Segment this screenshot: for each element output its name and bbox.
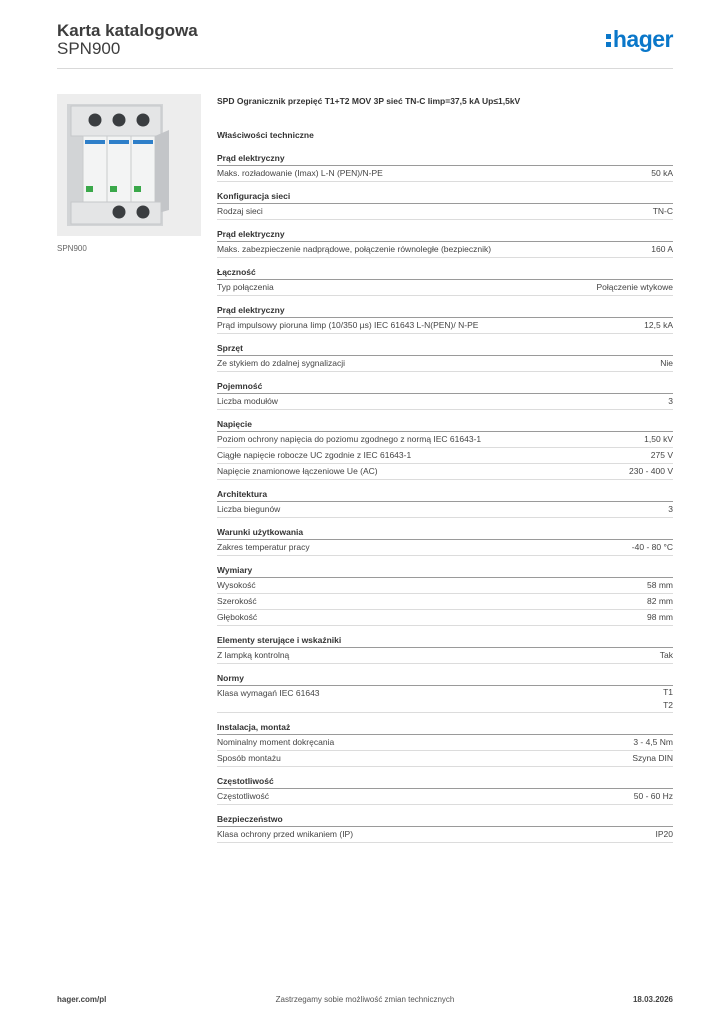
spec-label: Zakres temperatur pracy	[217, 542, 310, 552]
spec-label: Napięcie znamionowe łączeniowe Ue (AC)	[217, 466, 378, 476]
spec-row	[217, 432, 673, 448]
spec-group	[217, 418, 673, 480]
page-footer	[57, 995, 673, 1009]
spec-label: Rodzaj sieci	[217, 206, 263, 216]
spec-row	[217, 394, 673, 410]
spec-value-cell	[644, 432, 673, 447]
spec-row	[217, 789, 673, 805]
spec-label: Wysokość	[217, 580, 256, 590]
spec-label: Głębokość	[217, 612, 258, 622]
spec-group-title: Konfiguracja sieci	[217, 190, 673, 204]
spec-label: Poziom ochrony napięcia do poziomu zgodnego z normą IEC 61643-1	[217, 434, 482, 444]
spec-row	[217, 540, 673, 556]
spec-value-cell	[634, 789, 673, 804]
product-code: SPN900	[57, 39, 121, 58]
spec-value: 1,50 kV	[644, 434, 673, 444]
spec-value: Połączenie wtykowe	[596, 282, 673, 292]
spec-value-cell	[660, 356, 673, 371]
spec-value: 82 mm	[647, 596, 673, 606]
spec-label: Częstotliwość	[217, 791, 269, 801]
footer-website-link[interactable]: hager.com/pl	[57, 995, 107, 1004]
spec-group-title: Prąd elektryczny	[217, 152, 673, 166]
spec-label: Maks. zabezpieczenie nadprądowe, połączenie równoległe (bezpiecznik)	[217, 244, 492, 254]
spec-value: 58 mm	[647, 580, 673, 590]
logo-text: hager	[612, 26, 673, 52]
spec-group	[217, 775, 673, 805]
spec-label: Ze stykiem do zdalnej sygnalizacji	[217, 358, 346, 368]
spec-value: 3	[668, 396, 673, 406]
spec-value: 3	[668, 504, 673, 514]
spec-label: Liczba modułów	[217, 396, 278, 406]
spec-row	[217, 204, 673, 220]
spec-value: 12,5 kA	[644, 320, 673, 330]
spec-label: Maks. rozładowanie (Imax) L-N (PEN)/N-PE	[217, 168, 383, 178]
product-image	[57, 94, 201, 236]
spec-row	[217, 502, 673, 518]
spec-group	[217, 228, 673, 258]
spec-group-title: Wymiary	[217, 564, 673, 578]
spec-label: Sposób montażu	[217, 753, 281, 763]
spec-group-title: Warunki użytkowania	[217, 526, 673, 540]
logo-colon-icon	[606, 30, 611, 48]
spec-value-cell	[651, 448, 673, 463]
spec-group	[217, 813, 673, 843]
spec-label: Z lampką kontrolną	[217, 650, 290, 660]
spec-row	[217, 448, 673, 464]
spec-value-cell	[653, 204, 673, 219]
spec-group	[217, 721, 673, 767]
spec-row	[217, 356, 673, 372]
spec-content	[217, 94, 673, 851]
spec-value-cell	[633, 735, 673, 750]
spec-value-cell	[596, 280, 673, 295]
spec-groups	[217, 152, 673, 843]
spec-group-title: Prąd elektryczny	[217, 228, 673, 242]
spec-group	[217, 342, 673, 372]
spec-group-title: Napięcie	[217, 418, 673, 432]
spec-group	[217, 488, 673, 518]
spec-value: T1	[663, 687, 673, 697]
spec-group-title: Częstotliwość	[217, 775, 673, 789]
spec-group-title: Prąd elektryczny	[217, 304, 673, 318]
spec-label: Klasa wymagań IEC 61643	[217, 688, 320, 698]
spec-value: 230 - 400 V	[629, 466, 673, 476]
spec-value-cell	[651, 242, 673, 257]
spec-group	[217, 304, 673, 334]
spec-value: Nie	[660, 358, 673, 368]
spec-row	[217, 280, 673, 296]
spec-group	[217, 564, 673, 626]
spec-value: 50 kA	[651, 168, 673, 178]
spec-row	[217, 735, 673, 751]
spec-value: 50 - 60 Hz	[633, 791, 673, 801]
spec-group-title: Bezpieczeństwo	[217, 813, 673, 827]
spec-label: Prąd impulsowy pioruna Iimp (10/350 µs) IEC 61643 L-N(PEN)/ N-PE	[217, 320, 479, 330]
spec-row	[217, 827, 673, 843]
spec-value: 275 V	[650, 450, 673, 460]
spec-row	[217, 686, 673, 713]
spec-label: Nominalny moment dokręcania	[217, 737, 335, 747]
spec-value-cell	[644, 318, 673, 333]
spec-value: T2	[663, 700, 673, 710]
spec-group-title: Instalacja, montaż	[217, 721, 673, 735]
spec-group-title: Normy	[217, 672, 673, 686]
spec-value-cell	[632, 751, 673, 766]
spec-value-cell	[651, 166, 673, 181]
spec-row	[217, 594, 673, 610]
spec-row	[217, 751, 673, 767]
spec-value-cell	[629, 464, 673, 479]
spec-value: -40 - 80 °C	[631, 542, 673, 552]
hager-logo[interactable]	[606, 26, 673, 53]
spec-label: Ciągłe napięcie robocze UC zgodnie z IEC 61643-1	[217, 450, 412, 460]
spec-group-title: Pojemność	[217, 380, 673, 394]
spec-group-title: Łączność	[217, 266, 673, 280]
spec-row	[217, 242, 673, 258]
spec-group	[217, 380, 673, 410]
spec-value: IP20	[655, 829, 673, 839]
spec-group-title: Sprzęt	[217, 342, 673, 356]
spec-value: Tak	[659, 650, 673, 660]
spec-row	[217, 166, 673, 182]
image-caption: SPN900	[57, 244, 87, 253]
spec-group	[217, 152, 673, 182]
spec-row	[217, 648, 673, 664]
footer-date: 18.03.2026	[632, 995, 673, 1004]
document-title: Karta katalogowa	[57, 21, 198, 40]
spec-value: 160 A	[651, 244, 673, 254]
spec-value-cell	[668, 502, 673, 517]
spec-row	[217, 578, 673, 594]
footer-disclaimer: Zastrzegamy sobie możliwość zmian technicznych	[275, 995, 455, 1004]
spec-value-cell	[656, 827, 674, 842]
spec-value: 98 mm	[647, 612, 673, 622]
spec-value-cell	[647, 578, 673, 593]
spec-row	[217, 464, 673, 480]
spec-value-cell	[663, 686, 673, 712]
spec-label: Liczba biegunów	[217, 504, 281, 514]
spec-group-title: Elementy sterujące i wskaźniki	[217, 634, 673, 648]
spec-value: Szyna DIN	[632, 753, 673, 763]
spec-label: Szerokość	[217, 596, 257, 606]
spec-value-cell	[647, 610, 673, 625]
spec-label: Typ połączenia	[217, 282, 274, 292]
page-header	[57, 20, 673, 69]
spec-group	[217, 190, 673, 220]
spec-group	[217, 266, 673, 296]
spec-value-cell	[632, 540, 673, 555]
spec-value-cell	[647, 594, 673, 609]
spec-row	[217, 318, 673, 334]
spec-group	[217, 526, 673, 556]
section-title: Właściwości techniczne	[217, 130, 314, 140]
spec-label: Klasa ochrony przed wnikaniem (IP)	[217, 829, 354, 839]
spec-value-cell	[660, 648, 673, 663]
spec-group	[217, 672, 673, 713]
spec-row	[217, 610, 673, 626]
spec-group-title: Architektura	[217, 488, 673, 502]
product-title: SPD Ogranicznik przepięć T1+T2 MOV 3P sieć TN-C Iimp=37,5 kA Up≤1,5kV	[217, 96, 521, 106]
spec-value-cell	[668, 394, 673, 409]
spec-group	[217, 634, 673, 664]
spec-value: 3 - 4,5 Nm	[633, 737, 673, 747]
spec-value: TN-C	[652, 206, 673, 216]
